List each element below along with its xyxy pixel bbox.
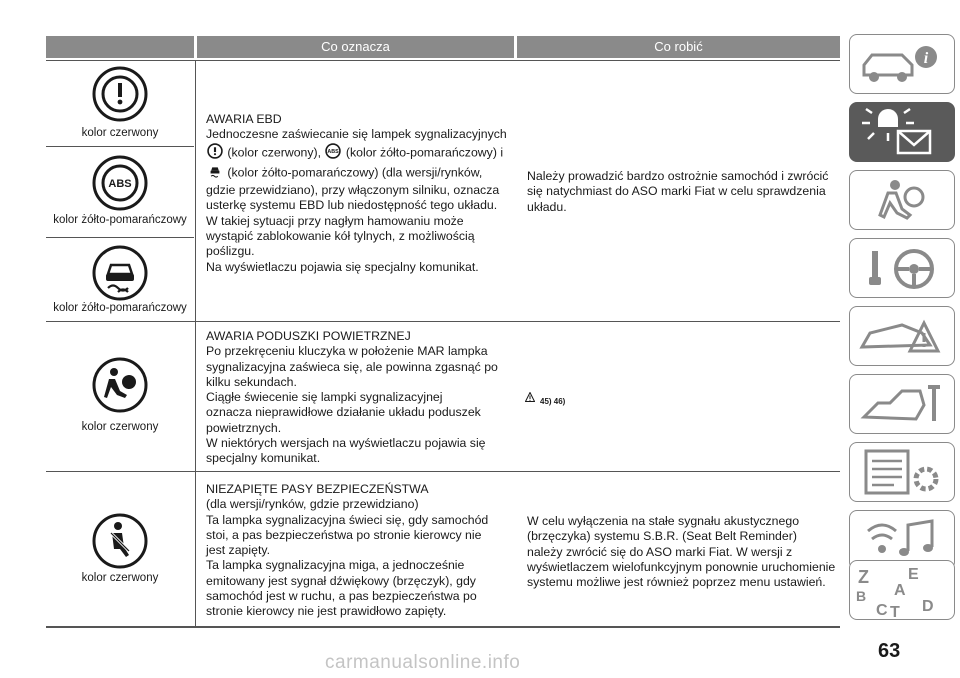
- icon-color-label: kolor czerwony: [81, 421, 159, 433]
- column-header-meaning: Co oznacza: [197, 36, 514, 58]
- brake-warning-icon: [206, 143, 224, 163]
- seatbelt-meaning-text: NIEZAPIĘTE PASY BEZPIECZEŃSTWA (dla wersji/rynków, gdzie przewidziano) Ta lampka sygnalizacyjna świeci się, gdy samochód stoi, a pas bezpieczeństwa po stronie kierowcy nie jest zapięty. Ta lampka sygnalizacyjna miga, a jednocześnie emitowany jest sygnał dźwiękowy (brzęczyk), gdy samochód jest w ruchu, a pas bezpieczeństwa po stronie kierowcy nie jest prawidłowo zapięty.: [206, 482, 489, 619]
- tab-starting-driving[interactable]: [849, 238, 955, 298]
- tab-index[interactable]: [849, 560, 955, 620]
- tab-warning-lights[interactable]: [849, 102, 955, 162]
- column-divider: [195, 60, 196, 626]
- brake-warning-icon: [88, 64, 152, 124]
- icon-color-label: kolor żółto-pomarańczowy: [53, 214, 187, 226]
- column-header-action: Co robić: [517, 36, 840, 58]
- ebd-action-text: Należy prowadzić bardzo ostrożnie samochód i zwrócić się natychmiast do ASO marki Fiat w celu sprawdzenia układu.: [527, 169, 829, 214]
- ebd-meaning-text: AWARIA EBD Jednoczesne zaświecanie się lampek sygnalizacyjnych (kolor czerwony), ABS (kolor żółto-pomarańczowy) i (kolor żółto-pomarańczowy) (dla wersji/rynków, gdzie przewidziano), przy włączonym silniku, oznacza usterkę systemu EBD lub niedostępność tego układu. W takiej sytuacji przy nagłym hamowaniu może wystąpić zablokowanie kół tylnych, z możliwością poślizgu. Na wyświetlaczu pojawia się specjalny komunikat.: [206, 112, 507, 274]
- warning-triangle-icon: [525, 389, 535, 399]
- svg-text:ABS: ABS: [108, 178, 132, 190]
- row-divider: [46, 321, 840, 322]
- index-icon: [850, 561, 954, 619]
- tab-emergency[interactable]: [849, 306, 955, 366]
- icon-divider: [46, 146, 194, 147]
- icon-color-label: kolor czerwony: [81, 127, 159, 139]
- row-divider: [46, 60, 840, 61]
- tab-car-info[interactable]: [849, 34, 955, 94]
- tab-technical-data[interactable]: [849, 442, 955, 502]
- svg-text:C: C: [876, 602, 888, 619]
- airbag-warning-icon: [88, 355, 152, 415]
- svg-text:Z: Z: [858, 567, 869, 587]
- safety-airbag-icon: [850, 171, 954, 229]
- svg-text:ABS: ABS: [327, 148, 340, 155]
- svg-text:B: B: [856, 588, 867, 604]
- emergency-icon: [850, 307, 954, 365]
- icon-divider: [46, 237, 194, 238]
- page-number: 63: [878, 640, 901, 662]
- watermark: carmanualsonline.info: [325, 652, 521, 673]
- tab-maintenance[interactable]: [849, 374, 955, 434]
- stability-control-icon: [206, 163, 224, 183]
- row-divider: [46, 471, 840, 472]
- tab-safety[interactable]: [849, 170, 955, 230]
- svg-text:T: T: [890, 604, 900, 619]
- warning-lights-icon: [850, 103, 954, 161]
- abs-warning-icon: [324, 143, 342, 163]
- car-info-icon: [850, 35, 954, 93]
- svg-text:A: A: [894, 582, 906, 599]
- maintenance-icon: [850, 375, 954, 433]
- airbag-meaning-text: AWARIA PODUSZKI POWIETRZNEJ Po przekręceniu kluczyka w położenie MAR lampka sygnalizacyjna zaświeca się, ale powinna zgasnąć po kilku sekundach. Ciągłe świecenie się lampki sygnalizacyjnej oznacza nieprawidłowe działanie układu poduszek powietrznych. W niektórych wersjach na wyświetlaczu pojawia się specjalny komunikat.: [206, 329, 498, 466]
- technical-data-icon: [850, 443, 954, 501]
- svg-text:i: i: [923, 50, 929, 67]
- svg-text:E: E: [908, 566, 919, 583]
- icon-color-label: kolor czerwony: [81, 572, 159, 584]
- row-divider: [46, 626, 840, 628]
- icon-color-label: kolor żółto-pomarańczowy: [53, 302, 187, 314]
- header-spacer: [46, 36, 194, 58]
- starting-driving-icon: [850, 239, 954, 297]
- stability-control-icon: [88, 244, 152, 302]
- svg-text:D: D: [922, 598, 934, 615]
- abs-warning-icon: [88, 153, 152, 213]
- note-references: 45) 46): [540, 397, 566, 406]
- seatbelt-warning-icon: [88, 511, 152, 571]
- seatbelt-action-text: W celu wyłączenia na stałe sygnału akustycznego (brzęczyka) systemu S.B.R. (Seat Belt Reminder) należy zwrócić się do ASO marki Fiat. W wersji z wyświetlaczem wielofunkcyjnym ponownie uruchomienie systemu możliwe jest również poprzez menu ustawień.: [527, 514, 836, 590]
